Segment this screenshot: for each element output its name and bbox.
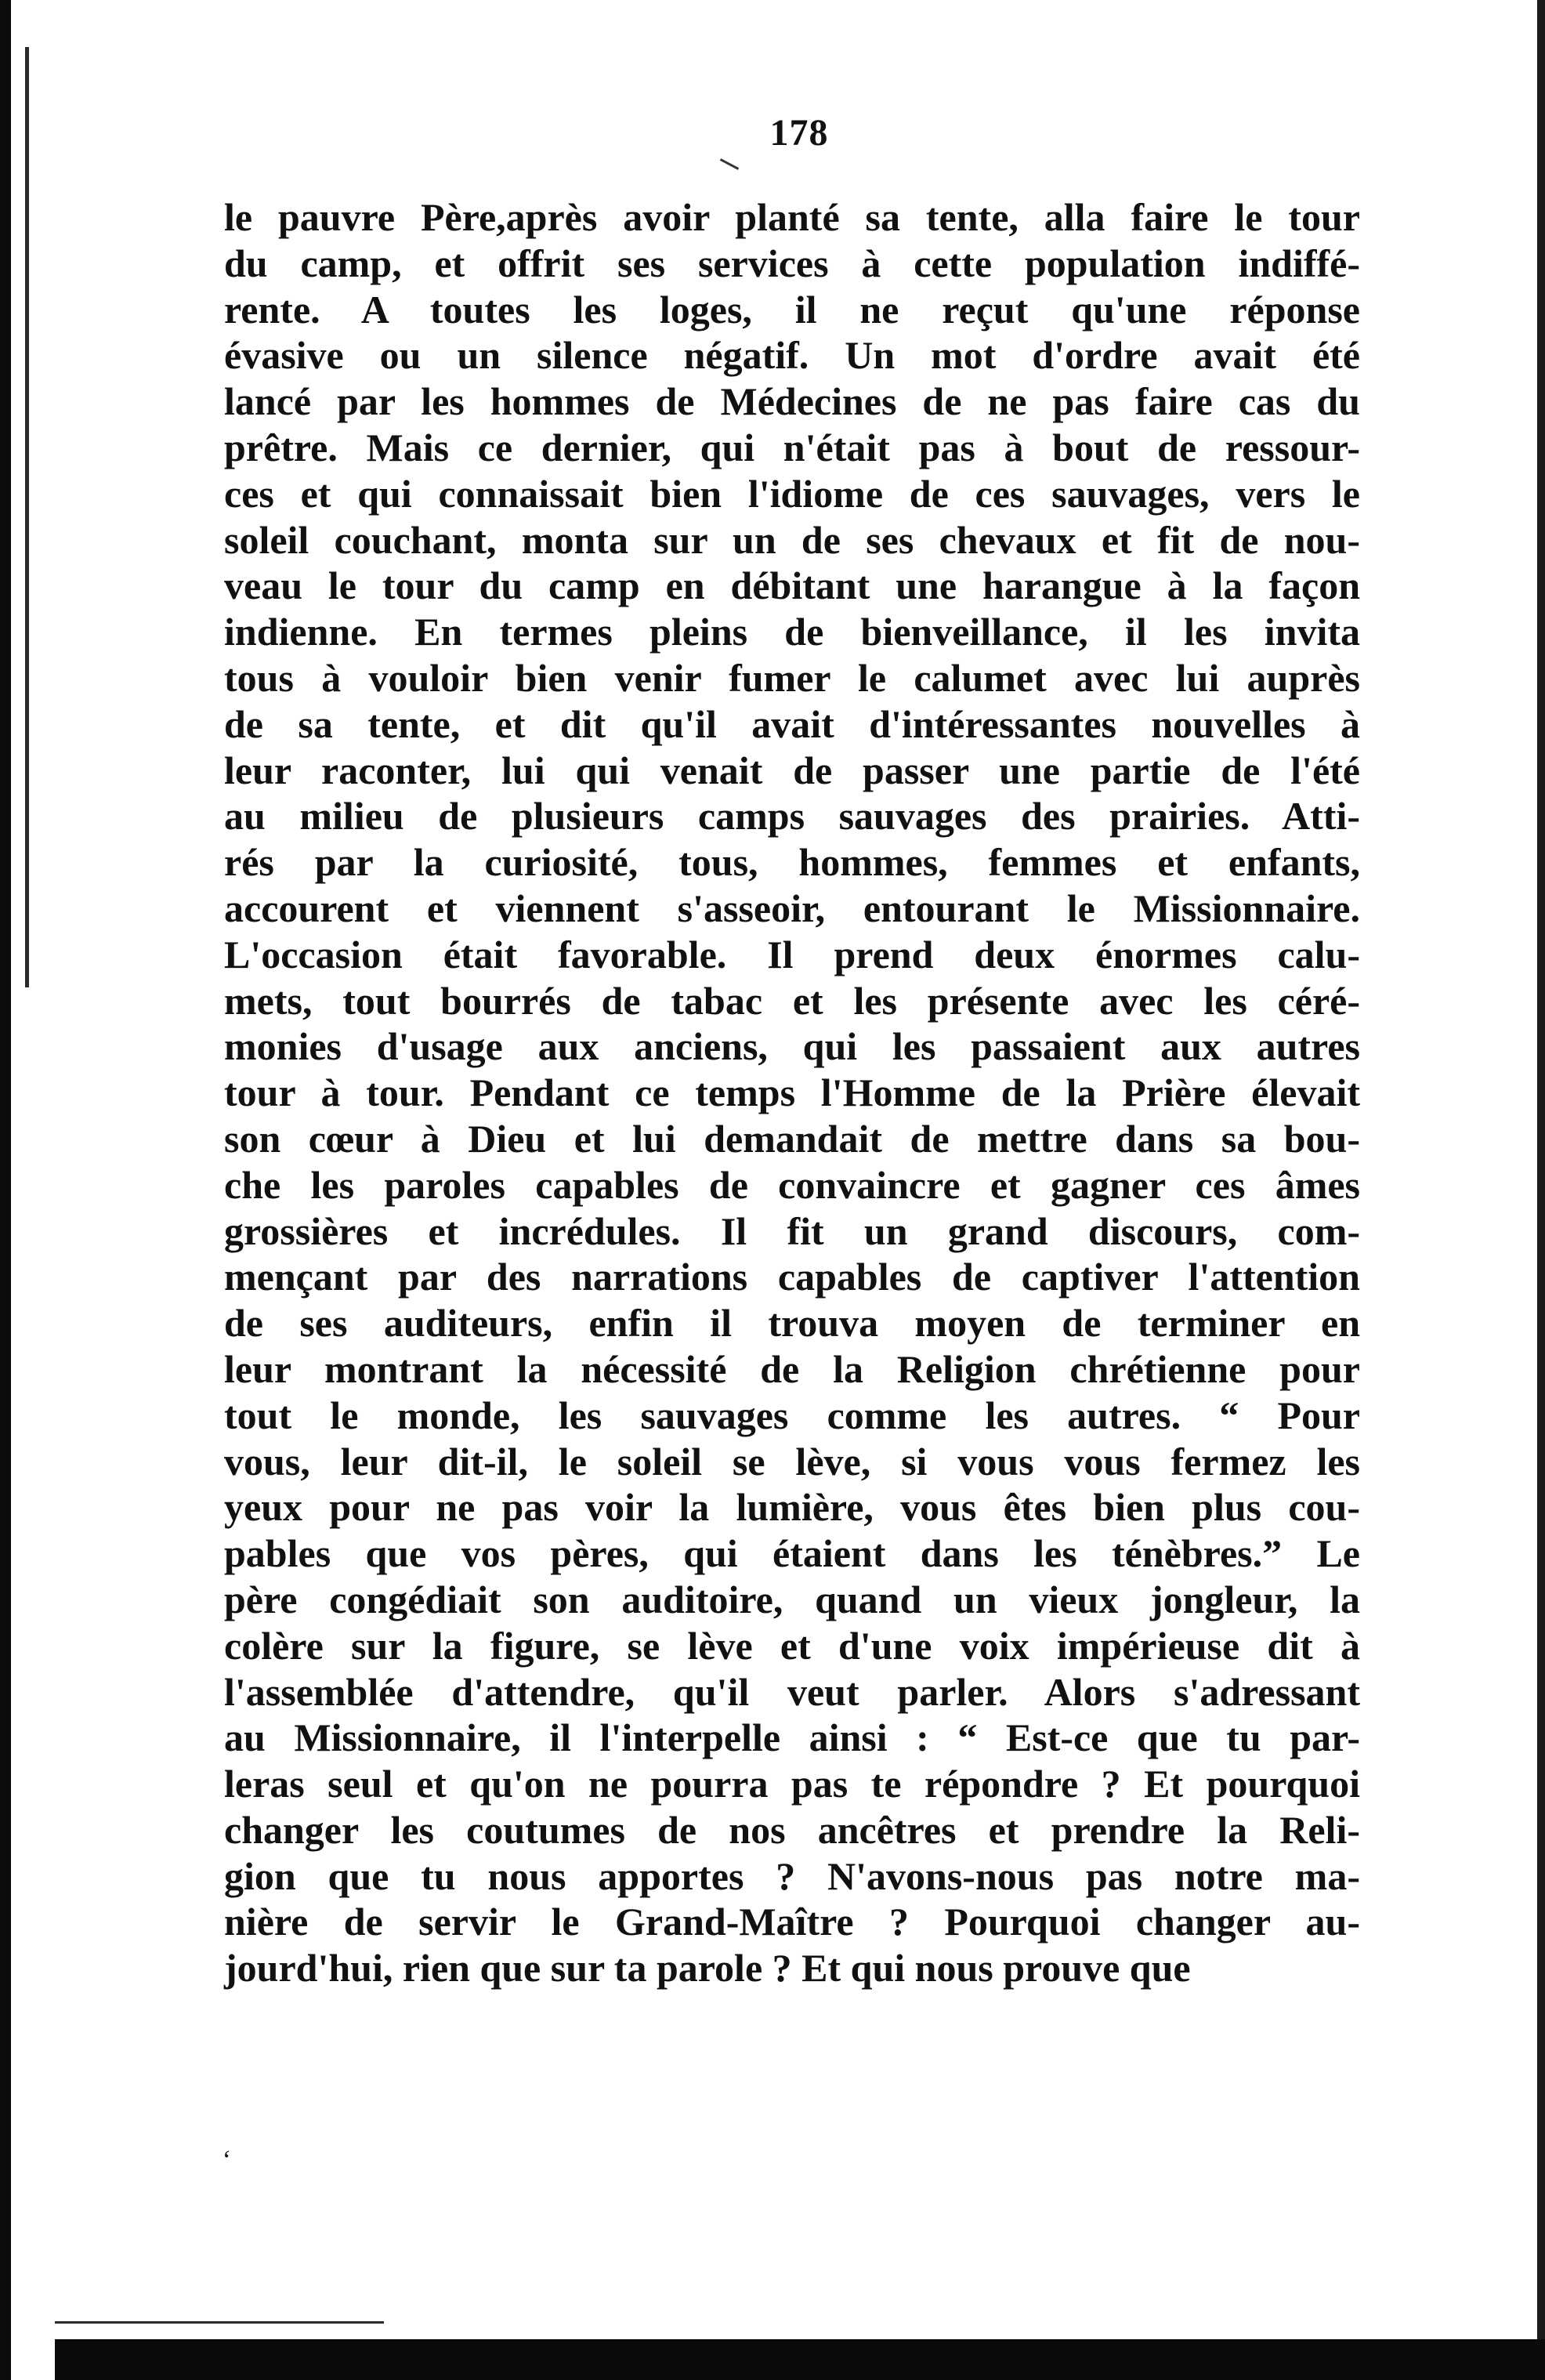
- text-line: colère sur la figure, se lève et d'une voix impérieuse dit à: [224, 1623, 1360, 1668]
- text-line: lancé par les hommes de Médecines de ne pas faire cas du: [224, 379, 1360, 424]
- text-line: indienne. En termes pleins de bienveillance, il les invita: [224, 610, 1360, 654]
- text-line: gion que tu nous apportes ? N'avons-nous pas notre ma-: [224, 1853, 1360, 1898]
- text-line: rente. A toutes les loges, il ne reçut qu'une réponse: [224, 287, 1360, 331]
- text-line: leur raconter, lui qui venait de passer une partie de l'été: [224, 748, 1360, 792]
- scan-bottom-thin-rule: [55, 2321, 384, 2324]
- text-line: yeux pour ne pas voir la lumière, vous êtes bien plus cou-: [224, 1485, 1360, 1530]
- text-line: au milieu de plusieurs camps sauvages des prairies. Atti-: [224, 794, 1360, 839]
- text-line: nière de servir le Grand-Maître ? Pourquoi changer au-: [224, 1900, 1360, 1944]
- text-line: ces et qui connaissait bien l'idiome de ces sauvages, vers le: [224, 471, 1360, 516]
- text-line: tour à tour. Pendant ce temps l'Homme de la Prière élevait: [224, 1070, 1360, 1115]
- text-line: accourent et viennent s'asseoir, entourant le Missionnaire.: [224, 886, 1360, 930]
- text-line: père congédiait son auditoire, quand un vieux jongleur, la: [224, 1577, 1360, 1621]
- text-line: son cœur à Dieu et lui demandait de mettre dans sa bou-: [224, 1116, 1360, 1161]
- text-line: L'occasion était favorable. Il prend deux énormes calu-: [224, 932, 1360, 976]
- text-line: jourd'hui, rien que sur ta parole ? Et qui nous prouve que: [224, 1946, 1191, 1991]
- scan-bottom-edge: [55, 2339, 1545, 2380]
- text-line: tous à vouloir bien venir fumer le calumet avec lui auprès: [224, 655, 1360, 700]
- body-text: [224, 194, 1360, 1991]
- text-line: le pauvre Père,après avoir planté sa tente, alla faire le tour: [224, 195, 1360, 239]
- text-line: grossières et incrédules. Il fit un grand discours, com-: [224, 1208, 1360, 1253]
- text-line: prêtre. Mais ce dernier, qui n'était pas à bout de ressour-: [224, 425, 1360, 469]
- text-line: de ses auditeurs, enfin il trouva moyen de terminer en: [224, 1301, 1360, 1346]
- text-line: veau le tour du camp en débitant une harangue à la façon: [224, 563, 1360, 608]
- text-line: pables que vos pères, qui étaient dans les ténèbres.” Le: [224, 1531, 1360, 1576]
- text-line: l'assemblée d'attendre, qu'il veut parler. Alors s'adressant: [224, 1669, 1360, 1714]
- text-line: changer les coutumes de nos ancêtres et prendre la Reli-: [224, 1807, 1360, 1852]
- text-line: monies d'usage aux anciens, qui les passaient aux autres: [224, 1024, 1360, 1069]
- text-line: leur montrant la nécessité de la Religion chrétienne pour: [224, 1346, 1360, 1391]
- text-line: vous, leur dit-il, le soleil se lève, si vous vous fermez les: [224, 1439, 1360, 1483]
- text-line: che les paroles capables de convaincre et gagner ces âmes: [224, 1162, 1360, 1207]
- text-line: au Missionnaire, il l'interpelle ainsi : “ Est-ce que tu par-: [224, 1715, 1360, 1760]
- footer-mark: ʻ: [221, 2146, 230, 2175]
- scan-right-edge: [1537, 0, 1545, 2380]
- scan-binding-line: [25, 47, 29, 987]
- text-line: de sa tente, et dit qu'il avait d'intéressantes nouvelles à: [224, 701, 1360, 746]
- text-line: évasive ou un silence négatif. Un mot d'ordre avait été: [224, 333, 1360, 378]
- text-line: du camp, et offrit ses services à cette population indiffé-: [224, 241, 1360, 285]
- text-line: rés par la curiosité, tous, hommes, femmes et enfants,: [224, 840, 1360, 885]
- text-line: leras seul et qu'on ne pourra pas te répondre ? Et pourquoi: [224, 1762, 1360, 1806]
- scan-left-edge: [0, 0, 11, 2380]
- text-line: mets, tout bourrés de tabac et les présente avec les céré-: [224, 978, 1360, 1023]
- page-number-mark: [720, 158, 739, 170]
- page-number: 178: [769, 112, 829, 154]
- text-line: tout le monde, les sauvages comme les autres. “ Pour: [224, 1393, 1360, 1437]
- text-line: soleil couchant, monta sur un de ses chevaux et fit de nou-: [224, 517, 1360, 562]
- text-line: mençant par des narrations capables de captiver l'attention: [224, 1255, 1360, 1299]
